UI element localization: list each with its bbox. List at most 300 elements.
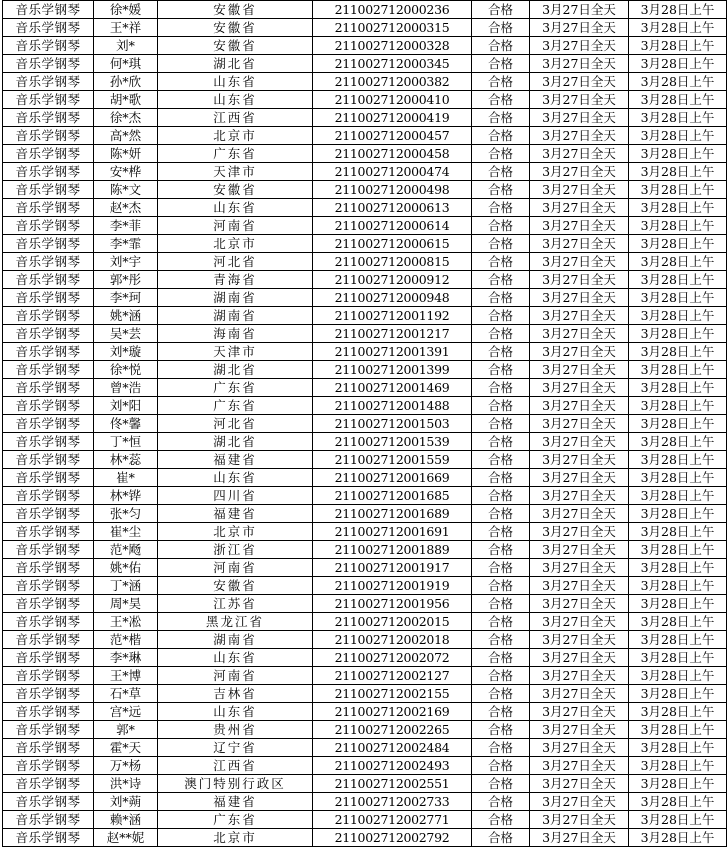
table-row bbox=[3, 775, 727, 793]
schedule-day2-cell: 3月28日上午 bbox=[629, 667, 727, 685]
province-cell: 安徽省 bbox=[158, 1, 313, 19]
province-cell: 黑龙江省 bbox=[158, 613, 313, 631]
major-cell: 音乐学钢琴 bbox=[3, 343, 94, 361]
table-row bbox=[3, 217, 727, 235]
table-row bbox=[3, 469, 727, 487]
table-row bbox=[3, 1, 727, 19]
schedule-day2-cell: 3月28日上午 bbox=[629, 703, 727, 721]
table-row bbox=[3, 199, 727, 217]
exam-id-cell: 211002712002265 bbox=[313, 721, 472, 739]
exam-id-cell: 211002712001919 bbox=[313, 577, 472, 595]
schedule-day2-cell: 3月28日上午 bbox=[629, 217, 727, 235]
province-cell: 湖南省 bbox=[158, 289, 313, 307]
schedule-day1-cell: 3月27日全天 bbox=[530, 829, 629, 847]
schedule-day2-cell: 3月28日上午 bbox=[629, 145, 727, 163]
table-row bbox=[3, 505, 727, 523]
schedule-day1-cell: 3月27日全天 bbox=[530, 55, 629, 73]
major-cell: 音乐学钢琴 bbox=[3, 775, 94, 793]
result-cell: 合格 bbox=[472, 577, 530, 595]
table-row bbox=[3, 523, 727, 541]
schedule-day1-cell: 3月27日全天 bbox=[530, 775, 629, 793]
schedule-day1-cell: 3月27日全天 bbox=[530, 181, 629, 199]
table-row bbox=[3, 703, 727, 721]
schedule-day2-cell: 3月28日上午 bbox=[629, 19, 727, 37]
table-row bbox=[3, 289, 727, 307]
province-cell: 安徽省 bbox=[158, 37, 313, 55]
schedule-day1-cell: 3月27日全天 bbox=[530, 127, 629, 145]
table-row bbox=[3, 163, 727, 181]
name-cell: 赖*涵 bbox=[94, 811, 158, 829]
name-cell: 崔* bbox=[94, 469, 158, 487]
province-cell: 河北省 bbox=[158, 253, 313, 271]
exam-id-cell: 211002712001539 bbox=[313, 433, 472, 451]
schedule-day2-cell: 3月28日上午 bbox=[629, 343, 727, 361]
name-cell: 徐*媛 bbox=[94, 1, 158, 19]
name-cell: 陈*文 bbox=[94, 181, 158, 199]
major-cell: 音乐学钢琴 bbox=[3, 235, 94, 253]
exam-id-cell: 211002712002771 bbox=[313, 811, 472, 829]
major-cell: 音乐学钢琴 bbox=[3, 757, 94, 775]
schedule-day2-cell: 3月28日上午 bbox=[629, 163, 727, 181]
schedule-day2-cell: 3月28日上午 bbox=[629, 739, 727, 757]
schedule-day1-cell: 3月27日全天 bbox=[530, 667, 629, 685]
name-cell: 林*铧 bbox=[94, 487, 158, 505]
table-row bbox=[3, 433, 727, 451]
name-cell: 范*楷 bbox=[94, 631, 158, 649]
major-cell: 音乐学钢琴 bbox=[3, 451, 94, 469]
table-row bbox=[3, 235, 727, 253]
table-row bbox=[3, 325, 727, 343]
schedule-day1-cell: 3月27日全天 bbox=[530, 649, 629, 667]
schedule-day1-cell: 3月27日全天 bbox=[530, 793, 629, 811]
major-cell: 音乐学钢琴 bbox=[3, 271, 94, 289]
exam-id-cell: 211002712000457 bbox=[313, 127, 472, 145]
exam-id-cell: 211002712001685 bbox=[313, 487, 472, 505]
province-cell: 江西省 bbox=[158, 757, 313, 775]
table-row bbox=[3, 721, 727, 739]
schedule-day2-cell: 3月28日上午 bbox=[629, 811, 727, 829]
province-cell: 山东省 bbox=[158, 469, 313, 487]
name-cell: 李*珂 bbox=[94, 289, 158, 307]
result-cell: 合格 bbox=[472, 757, 530, 775]
name-cell: 佟*馨 bbox=[94, 415, 158, 433]
province-cell: 山东省 bbox=[158, 91, 313, 109]
exam-id-cell: 211002712000410 bbox=[313, 91, 472, 109]
name-cell: 胡*歌 bbox=[94, 91, 158, 109]
province-cell: 澳门特别行政区 bbox=[158, 775, 313, 793]
schedule-day2-cell: 3月28日上午 bbox=[629, 685, 727, 703]
schedule-day2-cell: 3月28日上午 bbox=[629, 793, 727, 811]
major-cell: 音乐学钢琴 bbox=[3, 307, 94, 325]
results-table bbox=[2, 0, 727, 847]
schedule-day1-cell: 3月27日全天 bbox=[530, 379, 629, 397]
result-cell: 合格 bbox=[472, 379, 530, 397]
schedule-day2-cell: 3月28日上午 bbox=[629, 397, 727, 415]
major-cell: 音乐学钢琴 bbox=[3, 253, 94, 271]
result-cell: 合格 bbox=[472, 55, 530, 73]
schedule-day1-cell: 3月27日全天 bbox=[530, 721, 629, 739]
result-cell: 合格 bbox=[472, 595, 530, 613]
major-cell: 音乐学钢琴 bbox=[3, 181, 94, 199]
table-row bbox=[3, 145, 727, 163]
exam-id-cell: 211002712001469 bbox=[313, 379, 472, 397]
province-cell: 北京市 bbox=[158, 127, 313, 145]
result-cell: 合格 bbox=[472, 559, 530, 577]
exam-id-cell: 211002712002015 bbox=[313, 613, 472, 631]
result-cell: 合格 bbox=[472, 739, 530, 757]
table-row bbox=[3, 271, 727, 289]
exam-id-cell: 211002712002733 bbox=[313, 793, 472, 811]
major-cell: 音乐学钢琴 bbox=[3, 199, 94, 217]
major-cell: 音乐学钢琴 bbox=[3, 541, 94, 559]
table-row bbox=[3, 649, 727, 667]
schedule-day1-cell: 3月27日全天 bbox=[530, 217, 629, 235]
table-row bbox=[3, 73, 727, 91]
schedule-day1-cell: 3月27日全天 bbox=[530, 289, 629, 307]
name-cell: 刘*蒴 bbox=[94, 793, 158, 811]
table-row bbox=[3, 19, 727, 37]
exam-id-cell: 211002712001503 bbox=[313, 415, 472, 433]
table-row bbox=[3, 667, 727, 685]
major-cell: 音乐学钢琴 bbox=[3, 109, 94, 127]
schedule-day2-cell: 3月28日上午 bbox=[629, 307, 727, 325]
schedule-day2-cell: 3月28日上午 bbox=[629, 37, 727, 55]
exam-id-cell: 211002712001217 bbox=[313, 325, 472, 343]
result-cell: 合格 bbox=[472, 451, 530, 469]
exam-id-cell: 211002712002018 bbox=[313, 631, 472, 649]
table-row bbox=[3, 379, 727, 397]
exam-id-cell: 211002712001689 bbox=[313, 505, 472, 523]
name-cell: 刘* bbox=[94, 37, 158, 55]
schedule-day2-cell: 3月28日上午 bbox=[629, 829, 727, 847]
name-cell: 赵**妮 bbox=[94, 829, 158, 847]
schedule-day2-cell: 3月28日上午 bbox=[629, 181, 727, 199]
province-cell: 福建省 bbox=[158, 793, 313, 811]
exam-id-cell: 211002712001192 bbox=[313, 307, 472, 325]
province-cell: 吉林省 bbox=[158, 685, 313, 703]
schedule-day2-cell: 3月28日上午 bbox=[629, 631, 727, 649]
name-cell: 刘*宇 bbox=[94, 253, 158, 271]
exam-id-cell: 211002712001669 bbox=[313, 469, 472, 487]
schedule-day1-cell: 3月27日全天 bbox=[530, 469, 629, 487]
schedule-day2-cell: 3月28日上午 bbox=[629, 757, 727, 775]
table-row bbox=[3, 127, 727, 145]
province-cell: 江苏省 bbox=[158, 595, 313, 613]
schedule-day2-cell: 3月28日上午 bbox=[629, 469, 727, 487]
exam-id-cell: 211002712001399 bbox=[313, 361, 472, 379]
schedule-day1-cell: 3月27日全天 bbox=[530, 541, 629, 559]
schedule-day2-cell: 3月28日上午 bbox=[629, 415, 727, 433]
schedule-day1-cell: 3月27日全天 bbox=[530, 451, 629, 469]
result-cell: 合格 bbox=[472, 127, 530, 145]
result-cell: 合格 bbox=[472, 199, 530, 217]
exam-id-cell: 211002712001956 bbox=[313, 595, 472, 613]
major-cell: 音乐学钢琴 bbox=[3, 523, 94, 541]
province-cell: 安徽省 bbox=[158, 19, 313, 37]
exam-id-cell: 211002712001488 bbox=[313, 397, 472, 415]
exam-id-cell: 211002712000345 bbox=[313, 55, 472, 73]
province-cell: 河南省 bbox=[158, 217, 313, 235]
name-cell: 姚*佑 bbox=[94, 559, 158, 577]
schedule-day1-cell: 3月27日全天 bbox=[530, 253, 629, 271]
result-cell: 合格 bbox=[472, 181, 530, 199]
exam-id-cell: 211002712001889 bbox=[313, 541, 472, 559]
result-cell: 合格 bbox=[472, 487, 530, 505]
result-cell: 合格 bbox=[472, 235, 530, 253]
result-cell: 合格 bbox=[472, 145, 530, 163]
result-cell: 合格 bbox=[472, 505, 530, 523]
exam-id-cell: 211002712000615 bbox=[313, 235, 472, 253]
schedule-day2-cell: 3月28日上午 bbox=[629, 91, 727, 109]
exam-id-cell: 211002712001391 bbox=[313, 343, 472, 361]
table-row bbox=[3, 739, 727, 757]
name-cell: 陈*妍 bbox=[94, 145, 158, 163]
province-cell: 广东省 bbox=[158, 379, 313, 397]
name-cell: 姚*涵 bbox=[94, 307, 158, 325]
result-cell: 合格 bbox=[472, 19, 530, 37]
schedule-day1-cell: 3月27日全天 bbox=[530, 685, 629, 703]
result-cell: 合格 bbox=[472, 397, 530, 415]
name-cell: 刘*璇 bbox=[94, 343, 158, 361]
schedule-day2-cell: 3月28日上午 bbox=[629, 451, 727, 469]
name-cell: 周*昊 bbox=[94, 595, 158, 613]
table-row bbox=[3, 253, 727, 271]
table-row bbox=[3, 577, 727, 595]
schedule-day1-cell: 3月27日全天 bbox=[530, 199, 629, 217]
major-cell: 音乐学钢琴 bbox=[3, 685, 94, 703]
name-cell: 丁*涵 bbox=[94, 577, 158, 595]
table-body bbox=[3, 1, 727, 847]
province-cell: 贵州省 bbox=[158, 721, 313, 739]
schedule-day1-cell: 3月27日全天 bbox=[530, 37, 629, 55]
schedule-day1-cell: 3月27日全天 bbox=[530, 757, 629, 775]
major-cell: 音乐学钢琴 bbox=[3, 361, 94, 379]
result-cell: 合格 bbox=[472, 325, 530, 343]
major-cell: 音乐学钢琴 bbox=[3, 145, 94, 163]
schedule-day2-cell: 3月28日上午 bbox=[629, 613, 727, 631]
province-cell: 山东省 bbox=[158, 703, 313, 721]
name-cell: 吴*芸 bbox=[94, 325, 158, 343]
major-cell: 音乐学钢琴 bbox=[3, 667, 94, 685]
result-cell: 合格 bbox=[472, 37, 530, 55]
exam-id-cell: 211002712002493 bbox=[313, 757, 472, 775]
result-cell: 合格 bbox=[472, 649, 530, 667]
table-row bbox=[3, 487, 727, 505]
exam-id-cell: 211002712002792 bbox=[313, 829, 472, 847]
schedule-day2-cell: 3月28日上午 bbox=[629, 199, 727, 217]
schedule-day1-cell: 3月27日全天 bbox=[530, 73, 629, 91]
name-cell: 范*飏 bbox=[94, 541, 158, 559]
result-cell: 合格 bbox=[472, 109, 530, 127]
exam-id-cell: 211002712000458 bbox=[313, 145, 472, 163]
result-cell: 合格 bbox=[472, 1, 530, 19]
name-cell: 万*杨 bbox=[94, 757, 158, 775]
exam-id-cell: 211002712000419 bbox=[313, 109, 472, 127]
schedule-day2-cell: 3月28日上午 bbox=[629, 523, 727, 541]
table-row bbox=[3, 829, 727, 847]
table-row bbox=[3, 397, 727, 415]
result-cell: 合格 bbox=[472, 217, 530, 235]
schedule-day2-cell: 3月28日上午 bbox=[629, 1, 727, 19]
result-cell: 合格 bbox=[472, 433, 530, 451]
province-cell: 湖南省 bbox=[158, 631, 313, 649]
province-cell: 山东省 bbox=[158, 649, 313, 667]
name-cell: 刘*阳 bbox=[94, 397, 158, 415]
schedule-day1-cell: 3月27日全天 bbox=[530, 397, 629, 415]
major-cell: 音乐学钢琴 bbox=[3, 91, 94, 109]
table-row bbox=[3, 91, 727, 109]
schedule-day1-cell: 3月27日全天 bbox=[530, 109, 629, 127]
province-cell: 浙江省 bbox=[158, 541, 313, 559]
table-row bbox=[3, 811, 727, 829]
schedule-day2-cell: 3月28日上午 bbox=[629, 379, 727, 397]
result-cell: 合格 bbox=[472, 91, 530, 109]
schedule-day2-cell: 3月28日上午 bbox=[629, 649, 727, 667]
result-cell: 合格 bbox=[472, 703, 530, 721]
name-cell: 洪*诗 bbox=[94, 775, 158, 793]
schedule-day1-cell: 3月27日全天 bbox=[530, 505, 629, 523]
result-cell: 合格 bbox=[472, 829, 530, 847]
result-cell: 合格 bbox=[472, 289, 530, 307]
name-cell: 孙*欣 bbox=[94, 73, 158, 91]
schedule-day1-cell: 3月27日全天 bbox=[530, 415, 629, 433]
table-row bbox=[3, 595, 727, 613]
province-cell: 四川省 bbox=[158, 487, 313, 505]
result-cell: 合格 bbox=[472, 541, 530, 559]
schedule-day1-cell: 3月27日全天 bbox=[530, 19, 629, 37]
major-cell: 音乐学钢琴 bbox=[3, 1, 94, 19]
name-cell: 曾*浩 bbox=[94, 379, 158, 397]
major-cell: 音乐学钢琴 bbox=[3, 595, 94, 613]
major-cell: 音乐学钢琴 bbox=[3, 577, 94, 595]
province-cell: 湖北省 bbox=[158, 433, 313, 451]
schedule-day2-cell: 3月28日上午 bbox=[629, 325, 727, 343]
name-cell: 徐*杰 bbox=[94, 109, 158, 127]
schedule-day1-cell: 3月27日全天 bbox=[530, 307, 629, 325]
schedule-day2-cell: 3月28日上午 bbox=[629, 775, 727, 793]
result-cell: 合格 bbox=[472, 361, 530, 379]
schedule-day1-cell: 3月27日全天 bbox=[530, 325, 629, 343]
major-cell: 音乐学钢琴 bbox=[3, 505, 94, 523]
schedule-day2-cell: 3月28日上午 bbox=[629, 289, 727, 307]
major-cell: 音乐学钢琴 bbox=[3, 811, 94, 829]
result-cell: 合格 bbox=[472, 469, 530, 487]
name-cell: 安*桦 bbox=[94, 163, 158, 181]
province-cell: 山东省 bbox=[158, 199, 313, 217]
result-cell: 合格 bbox=[472, 271, 530, 289]
major-cell: 音乐学钢琴 bbox=[3, 73, 94, 91]
name-cell: 王*凇 bbox=[94, 613, 158, 631]
schedule-day2-cell: 3月28日上午 bbox=[629, 55, 727, 73]
major-cell: 音乐学钢琴 bbox=[3, 739, 94, 757]
name-cell: 李*菲 bbox=[94, 217, 158, 235]
exam-id-cell: 211002712000315 bbox=[313, 19, 472, 37]
exam-id-cell: 211002712000328 bbox=[313, 37, 472, 55]
schedule-day1-cell: 3月27日全天 bbox=[530, 1, 629, 19]
schedule-day1-cell: 3月27日全天 bbox=[530, 703, 629, 721]
major-cell: 音乐学钢琴 bbox=[3, 217, 94, 235]
table-row bbox=[3, 307, 727, 325]
table-row bbox=[3, 631, 727, 649]
province-cell: 山东省 bbox=[158, 73, 313, 91]
schedule-day1-cell: 3月27日全天 bbox=[530, 613, 629, 631]
province-cell: 广东省 bbox=[158, 145, 313, 163]
major-cell: 音乐学钢琴 bbox=[3, 127, 94, 145]
province-cell: 北京市 bbox=[158, 235, 313, 253]
schedule-day2-cell: 3月28日上午 bbox=[629, 433, 727, 451]
exam-id-cell: 211002712000382 bbox=[313, 73, 472, 91]
exam-id-cell: 211002712002169 bbox=[313, 703, 472, 721]
result-cell: 合格 bbox=[472, 811, 530, 829]
province-cell: 河北省 bbox=[158, 415, 313, 433]
major-cell: 音乐学钢琴 bbox=[3, 55, 94, 73]
exam-id-cell: 211002712002127 bbox=[313, 667, 472, 685]
exam-id-cell: 211002712001559 bbox=[313, 451, 472, 469]
exam-id-cell: 211002712000474 bbox=[313, 163, 472, 181]
province-cell: 北京市 bbox=[158, 523, 313, 541]
table-row bbox=[3, 109, 727, 127]
name-cell: 李*霏 bbox=[94, 235, 158, 253]
name-cell: 郭* bbox=[94, 721, 158, 739]
schedule-day1-cell: 3月27日全天 bbox=[530, 91, 629, 109]
name-cell: 霍*天 bbox=[94, 739, 158, 757]
schedule-day2-cell: 3月28日上午 bbox=[629, 109, 727, 127]
province-cell: 湖南省 bbox=[158, 307, 313, 325]
province-cell: 江西省 bbox=[158, 109, 313, 127]
major-cell: 音乐学钢琴 bbox=[3, 487, 94, 505]
table-row bbox=[3, 343, 727, 361]
exam-id-cell: 211002712000613 bbox=[313, 199, 472, 217]
province-cell: 天津市 bbox=[158, 343, 313, 361]
table-row bbox=[3, 37, 727, 55]
province-cell: 湖北省 bbox=[158, 361, 313, 379]
table-row bbox=[3, 55, 727, 73]
province-cell: 北京市 bbox=[158, 829, 313, 847]
province-cell: 福建省 bbox=[158, 451, 313, 469]
name-cell: 徐*悦 bbox=[94, 361, 158, 379]
schedule-day2-cell: 3月28日上午 bbox=[629, 73, 727, 91]
table-row bbox=[3, 451, 727, 469]
major-cell: 音乐学钢琴 bbox=[3, 703, 94, 721]
exam-id-cell: 211002712001917 bbox=[313, 559, 472, 577]
result-cell: 合格 bbox=[472, 793, 530, 811]
exam-id-cell: 211002712000498 bbox=[313, 181, 472, 199]
result-cell: 合格 bbox=[472, 721, 530, 739]
table-row bbox=[3, 685, 727, 703]
schedule-day2-cell: 3月28日上午 bbox=[629, 235, 727, 253]
table-row bbox=[3, 181, 727, 199]
table-row bbox=[3, 559, 727, 577]
result-cell: 合格 bbox=[472, 523, 530, 541]
major-cell: 音乐学钢琴 bbox=[3, 433, 94, 451]
schedule-day1-cell: 3月27日全天 bbox=[530, 577, 629, 595]
exam-id-cell: 211002712001691 bbox=[313, 523, 472, 541]
exam-id-cell: 211002712000614 bbox=[313, 217, 472, 235]
name-cell: 李*琳 bbox=[94, 649, 158, 667]
name-cell: 高*然 bbox=[94, 127, 158, 145]
major-cell: 音乐学钢琴 bbox=[3, 37, 94, 55]
province-cell: 广东省 bbox=[158, 397, 313, 415]
name-cell: 丁*恒 bbox=[94, 433, 158, 451]
exam-id-cell: 211002712000236 bbox=[313, 1, 472, 19]
name-cell: 张*匀 bbox=[94, 505, 158, 523]
major-cell: 音乐学钢琴 bbox=[3, 721, 94, 739]
major-cell: 音乐学钢琴 bbox=[3, 325, 94, 343]
name-cell: 石*草 bbox=[94, 685, 158, 703]
major-cell: 音乐学钢琴 bbox=[3, 379, 94, 397]
province-cell: 河南省 bbox=[158, 559, 313, 577]
exam-id-cell: 211002712000912 bbox=[313, 271, 472, 289]
